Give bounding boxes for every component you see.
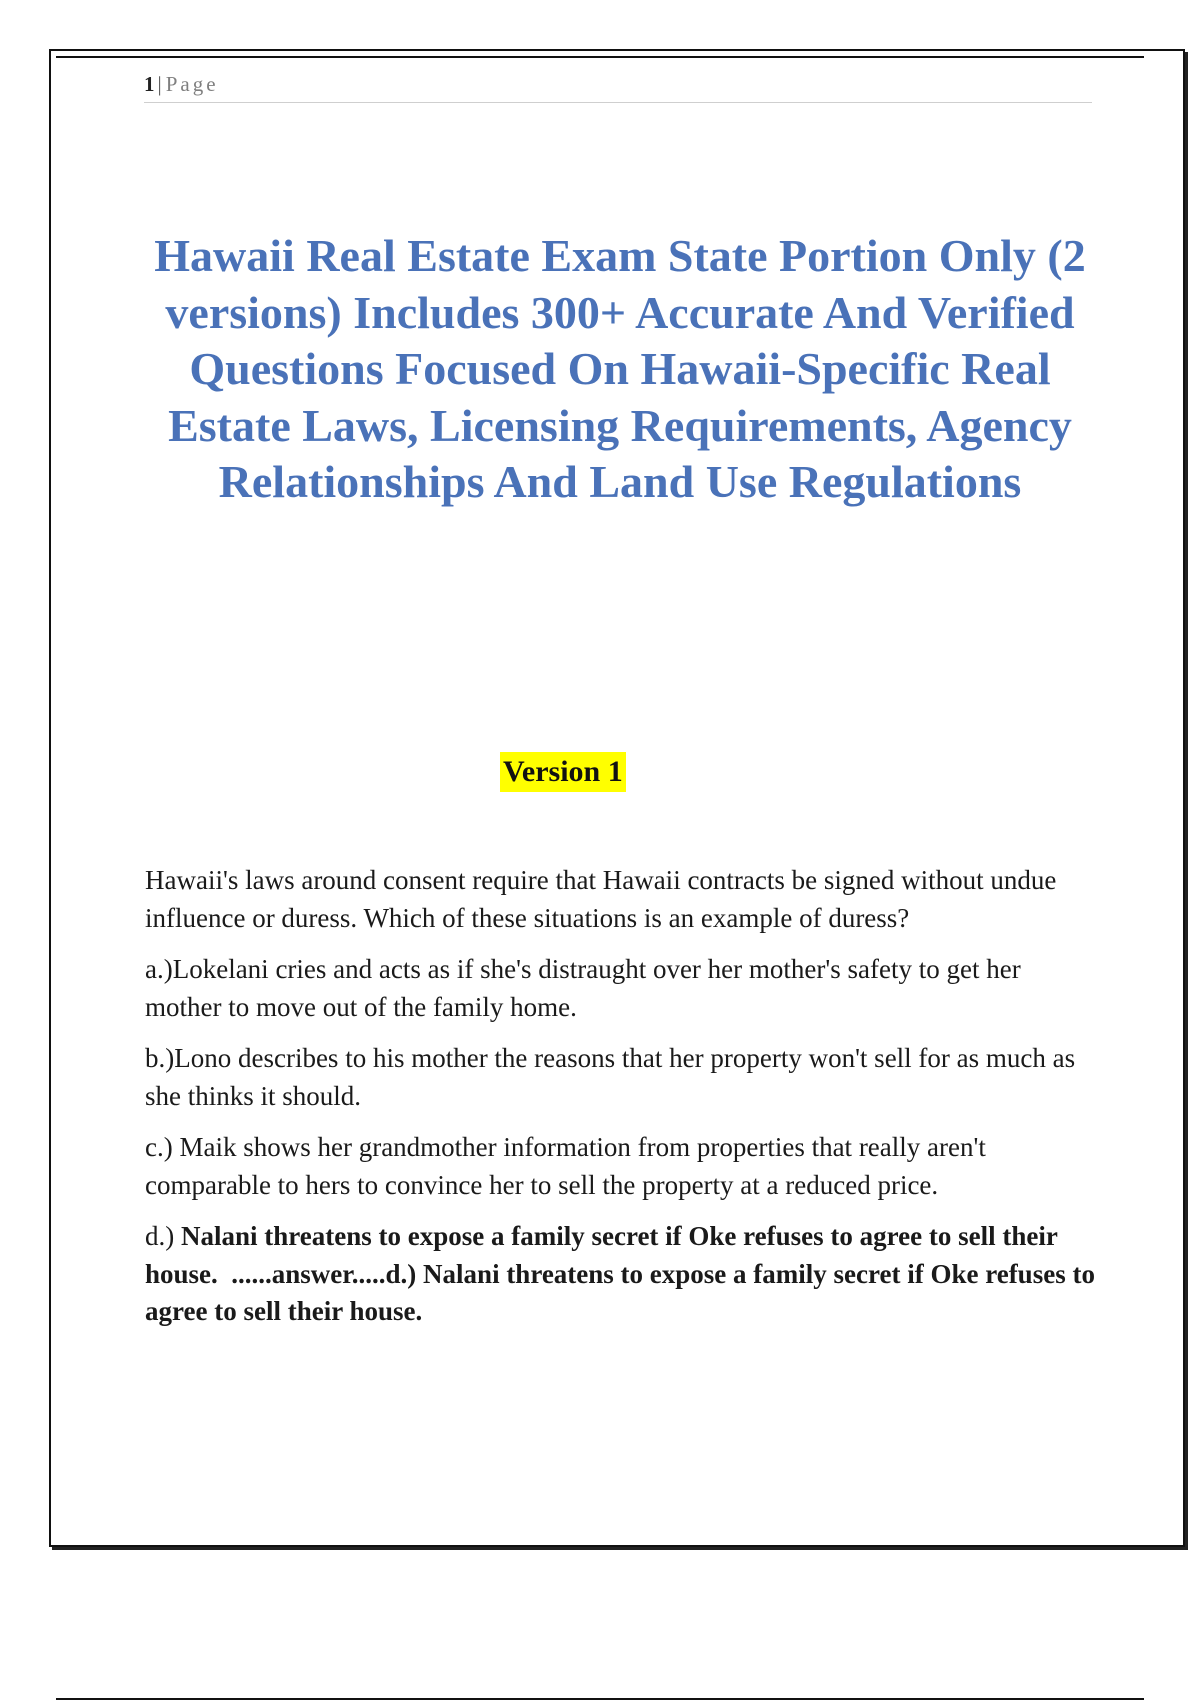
option-d-text: Nalani threatens to expose a family secret if Oke refuses to agree to sell their house. (145, 1221, 1058, 1289)
document-title: Hawaii Real Estate Exam State Portion Only (2 versions) Includes 300+ Accurate And Verified Questions Focused On Hawaii-Specific Real Estate Laws, Licensing Requirements, Agency Relationships And Land Use Regulations (154, 230, 1086, 507)
option-c: c.) Maik shows her grandmother information from properties that really aren't comparable to hers to convince her to sell the property at a reduced price. (145, 1132, 986, 1200)
option-d-prefix: d.) (145, 1221, 175, 1251)
page-number: 1 (144, 72, 155, 96)
answer-text: ......answer.....d.) Nalani threatens to expose a family secret if Oke refuses to agree to sell their house. (145, 1258, 1095, 1326)
option-b: b.)Lono describes to his mother the reasons that her property won't sell for as much as she thinks it should. (145, 1043, 1076, 1111)
option-d (145, 1218, 1095, 1331)
page-top-rule (56, 56, 1144, 58)
question-block (145, 862, 1095, 1345)
option-a: a.)Lokelani cries and acts as if she's distraught over her mother's safety to get her mother to move out of the family home. (145, 954, 1021, 1022)
question-stem: Hawaii's laws around consent require that Hawaii contracts be signed without undue influence or duress. Which of these situations is an example of duress? (145, 865, 1057, 933)
version-heading: Version 1 (500, 752, 626, 792)
page-header (144, 72, 1092, 103)
page-separator: | (157, 72, 162, 96)
page-label: Page (165, 72, 219, 96)
